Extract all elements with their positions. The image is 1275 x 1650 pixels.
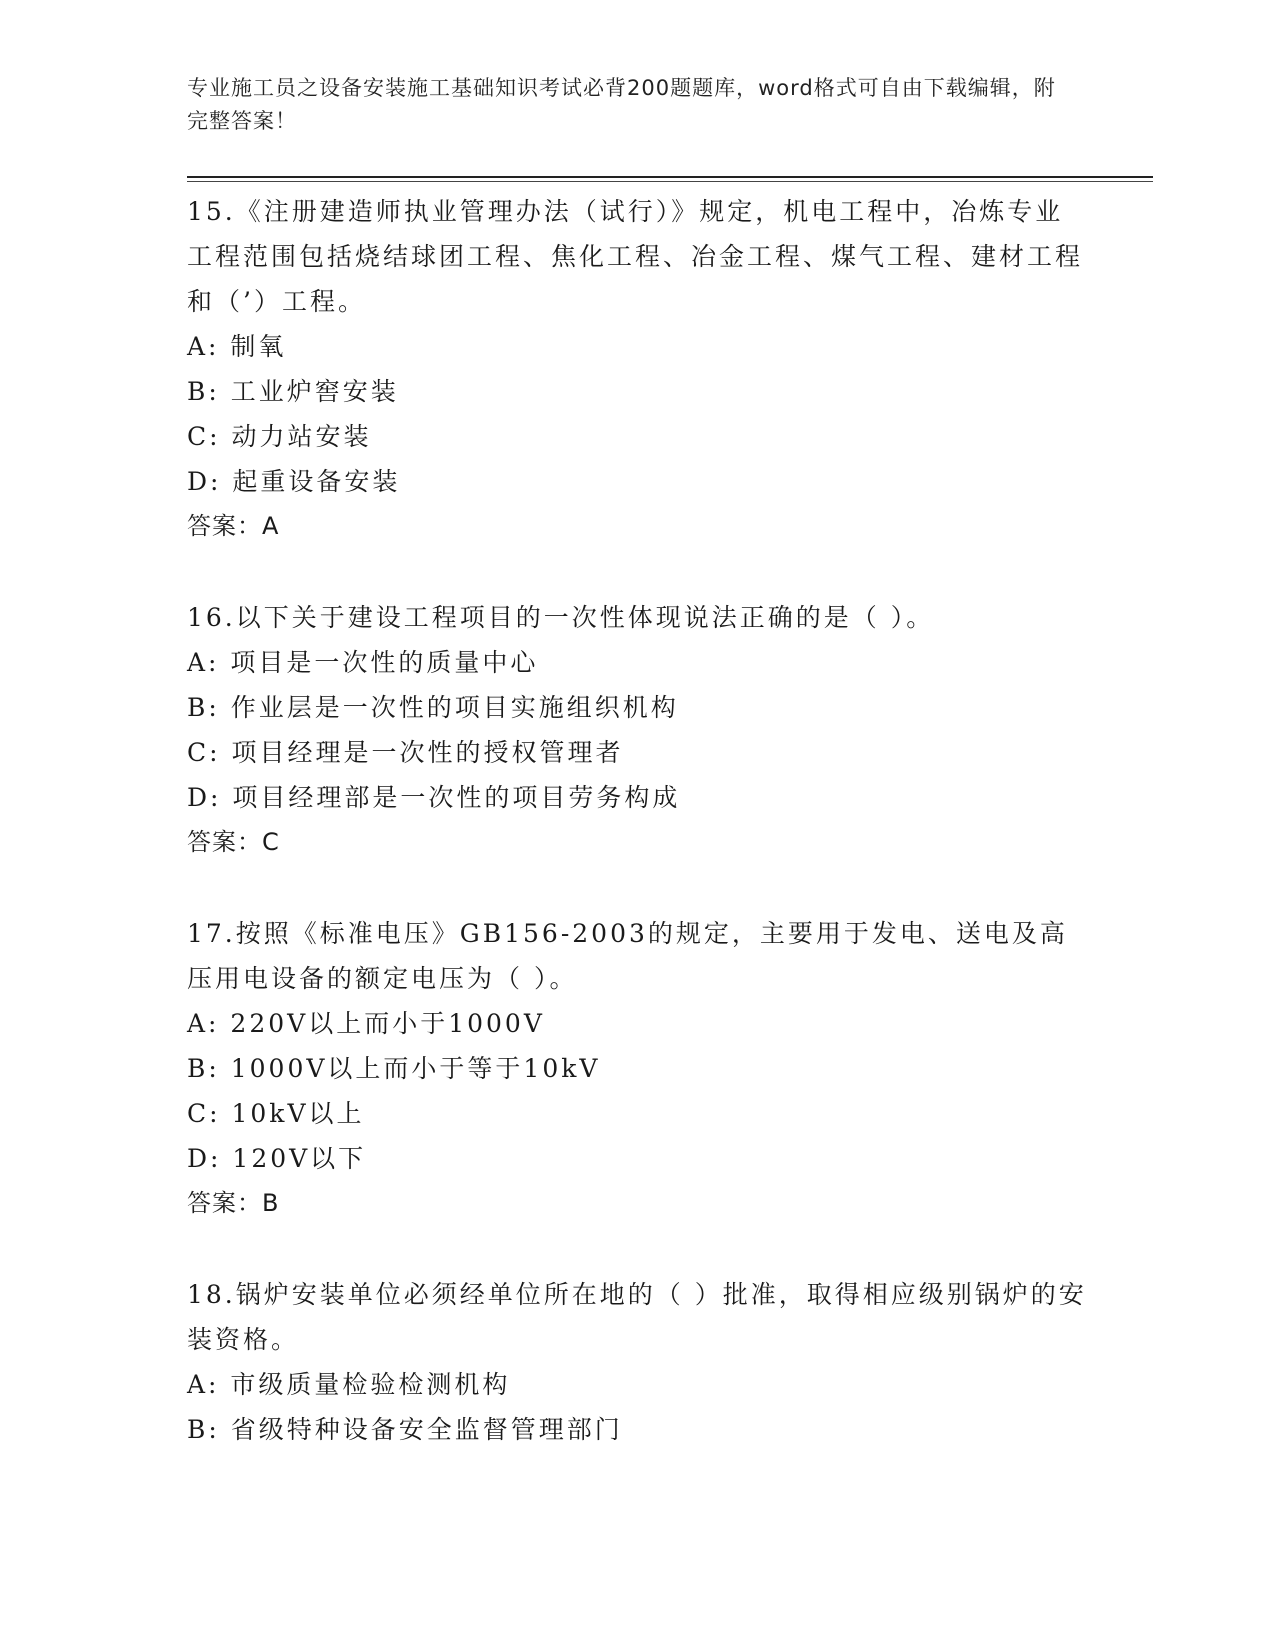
answer-line: 答案：C: [187, 828, 280, 856]
question-text: 15.《注册建造师执业管理办法（试行）》规定，机电工程中，冶炼专业工程范围包括烧结球团工程、焦化工程、冶金工程、煤气工程、建材工程和（’）工程。: [187, 197, 1084, 316]
header-divider-thin: [187, 181, 1153, 182]
answer-line: 答案：B: [187, 1189, 280, 1217]
option-c: C: 10kV以上: [187, 1099, 365, 1128]
option-d: D: 项目经理部是一次性的项目劳务构成: [187, 783, 681, 812]
option-a: A: 制氧: [187, 332, 287, 361]
answer-line: 答案：A: [187, 512, 280, 540]
question-15: [187, 189, 1087, 549]
question-17: [187, 911, 1087, 1226]
question-text: 17.按照《标准电压》GB156-2003的规定，主要用于发电、送电及高压用电设备的额定电压为（ ）。: [187, 919, 1068, 993]
document-header: 专业施工员之设备安装施工基础知识考试必背200题题库，word格式可自由下载编辑，附完整答案！: [187, 76, 1056, 133]
option-c: C: 动力站安装: [187, 422, 372, 451]
question-text: 18.锅炉安装单位必须经单位所在地的（ ）批准，取得相应级别锅炉的安装资格。: [187, 1280, 1087, 1354]
option-d: D: 起重设备安装: [187, 467, 401, 496]
option-d: D: 120V以下: [187, 1144, 367, 1173]
option-a: A: 项目是一次性的质量中心: [187, 648, 539, 677]
question-text: 16.以下关于建设工程项目的一次性体现说法正确的是（ ）。: [187, 603, 935, 632]
question-list: [187, 189, 1087, 1498]
question-18: [187, 1272, 1087, 1452]
option-a: A: 市级质量检验检测机构: [187, 1370, 511, 1399]
option-c: C: 项目经理是一次性的授权管理者: [187, 738, 624, 767]
option-a: A: 220V以上而小于1000V: [187, 1009, 545, 1038]
question-16: [187, 595, 1087, 865]
option-b: B: 作业层是一次性的项目实施组织机构: [187, 693, 679, 722]
option-b: B: 1000V以上而小于等于10kV: [187, 1054, 601, 1083]
option-b: B: 工业炉窖安装: [187, 377, 399, 406]
header-divider-thick: [187, 176, 1153, 178]
option-b: B: 省级特种设备安全监督管理部门: [187, 1415, 623, 1444]
